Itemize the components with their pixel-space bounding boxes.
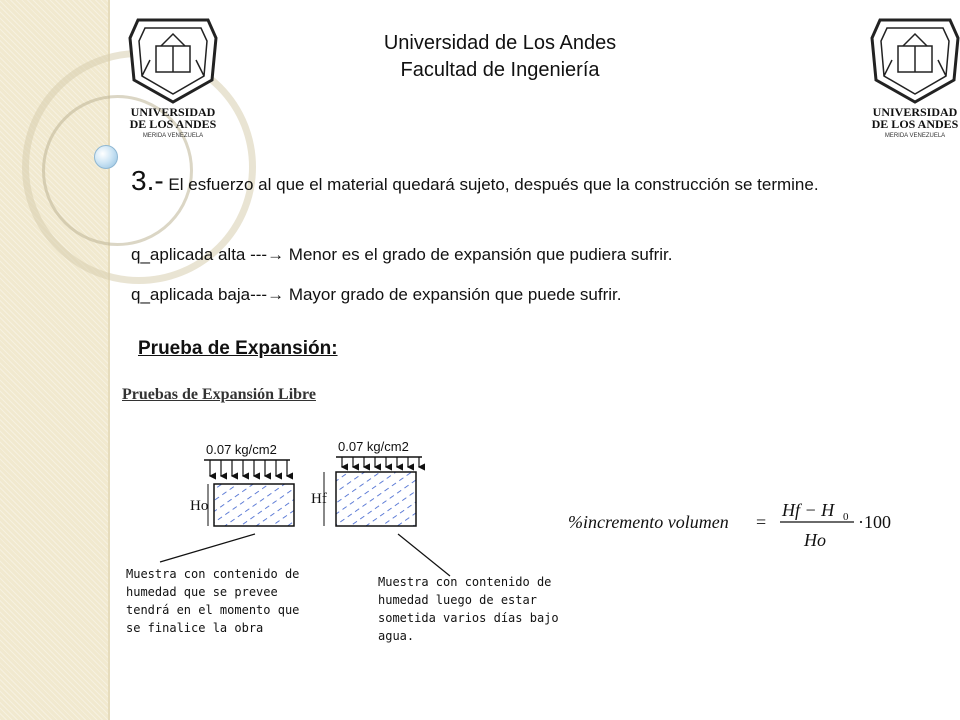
caption-right-line1: Muestra con contenido de xyxy=(378,575,552,589)
formula-equals: = xyxy=(756,512,767,532)
bullet-label: q_aplicada alta --- xyxy=(131,245,268,264)
point-text: El esfuerzo al que el material quedará sujeto, después que la construcción se termine. xyxy=(163,175,819,194)
arrow-icon: → xyxy=(267,285,285,304)
logo-left-line2: DE LOS ANDES xyxy=(129,117,217,131)
formula-numerator-subscript: 0 xyxy=(843,511,849,523)
caption-left-line4: se finalice la obra xyxy=(126,621,264,635)
height-label-right: Hf xyxy=(311,491,327,507)
section-title: Prueba de Expansión: xyxy=(138,338,338,359)
point-3 xyxy=(131,165,931,197)
logo-left-line3: MERIDA VENEZUELA xyxy=(142,133,204,139)
load-label-left: 0.07 kg/cm2 xyxy=(206,442,277,457)
caption-right-line3: sometida varios días bajo xyxy=(378,611,559,625)
decorative-side-band xyxy=(0,0,108,720)
volume-increase-formula xyxy=(568,494,908,554)
bullet-text: Menor es el grado de expansión que pudiera sufrir. xyxy=(284,245,673,264)
logo-right-line2: DE LOS ANDES xyxy=(871,117,959,131)
height-label-left: Ho xyxy=(190,498,209,514)
formula-numerator: Hf − H xyxy=(782,500,835,520)
logo-left-line1: UNIVERSIDAD xyxy=(130,105,216,119)
formula-denominator: Ho xyxy=(804,530,826,550)
logo-right-line3: MERIDA VENEZUELA xyxy=(884,133,946,139)
formula-multiplier: ·100 xyxy=(858,512,891,532)
sample-left xyxy=(214,484,294,526)
logo-right-line1: UNIVERSIDAD xyxy=(872,105,958,119)
formula-lhs: %incremento volumen xyxy=(568,512,729,532)
caption-left-line2: humedad que se prevee xyxy=(126,585,278,599)
point-number: 3.- xyxy=(131,165,164,196)
faculty-name: Facultad de Ingeniería xyxy=(400,59,600,81)
load-label-right: 0.07 kg/cm2 xyxy=(338,439,409,454)
university-logo-left xyxy=(118,10,228,140)
bullet-high-load xyxy=(131,245,673,265)
leader-line-left xyxy=(160,534,255,562)
load-arrows-left xyxy=(210,460,287,476)
sample-right xyxy=(336,472,416,526)
bullet-text: Mayor grado de expansión que puede sufrir. xyxy=(284,285,622,304)
decorative-dot xyxy=(94,145,118,169)
caption-left-line3: tendrá en el momento que xyxy=(126,603,300,617)
caption-right-line2: humedad luego de estar xyxy=(378,593,537,607)
leader-line-right xyxy=(398,534,450,576)
bullet-label: q_aplicada baja--- xyxy=(131,285,268,304)
load-arrows-right xyxy=(342,457,419,467)
bullet-low-load xyxy=(131,285,621,305)
university-name: Universidad de Los Andes xyxy=(383,32,617,54)
side-band-edge xyxy=(108,0,110,720)
subtitle: Pruebas de Expansión Libre xyxy=(122,386,316,403)
university-logo-right xyxy=(860,10,960,140)
caption-left-line1: Muestra con contenido de xyxy=(126,567,300,581)
slide-header xyxy=(340,30,660,84)
caption-right-line4: agua. xyxy=(378,629,415,643)
expansion-test-figure xyxy=(120,434,590,664)
arrow-icon: → xyxy=(267,245,285,264)
